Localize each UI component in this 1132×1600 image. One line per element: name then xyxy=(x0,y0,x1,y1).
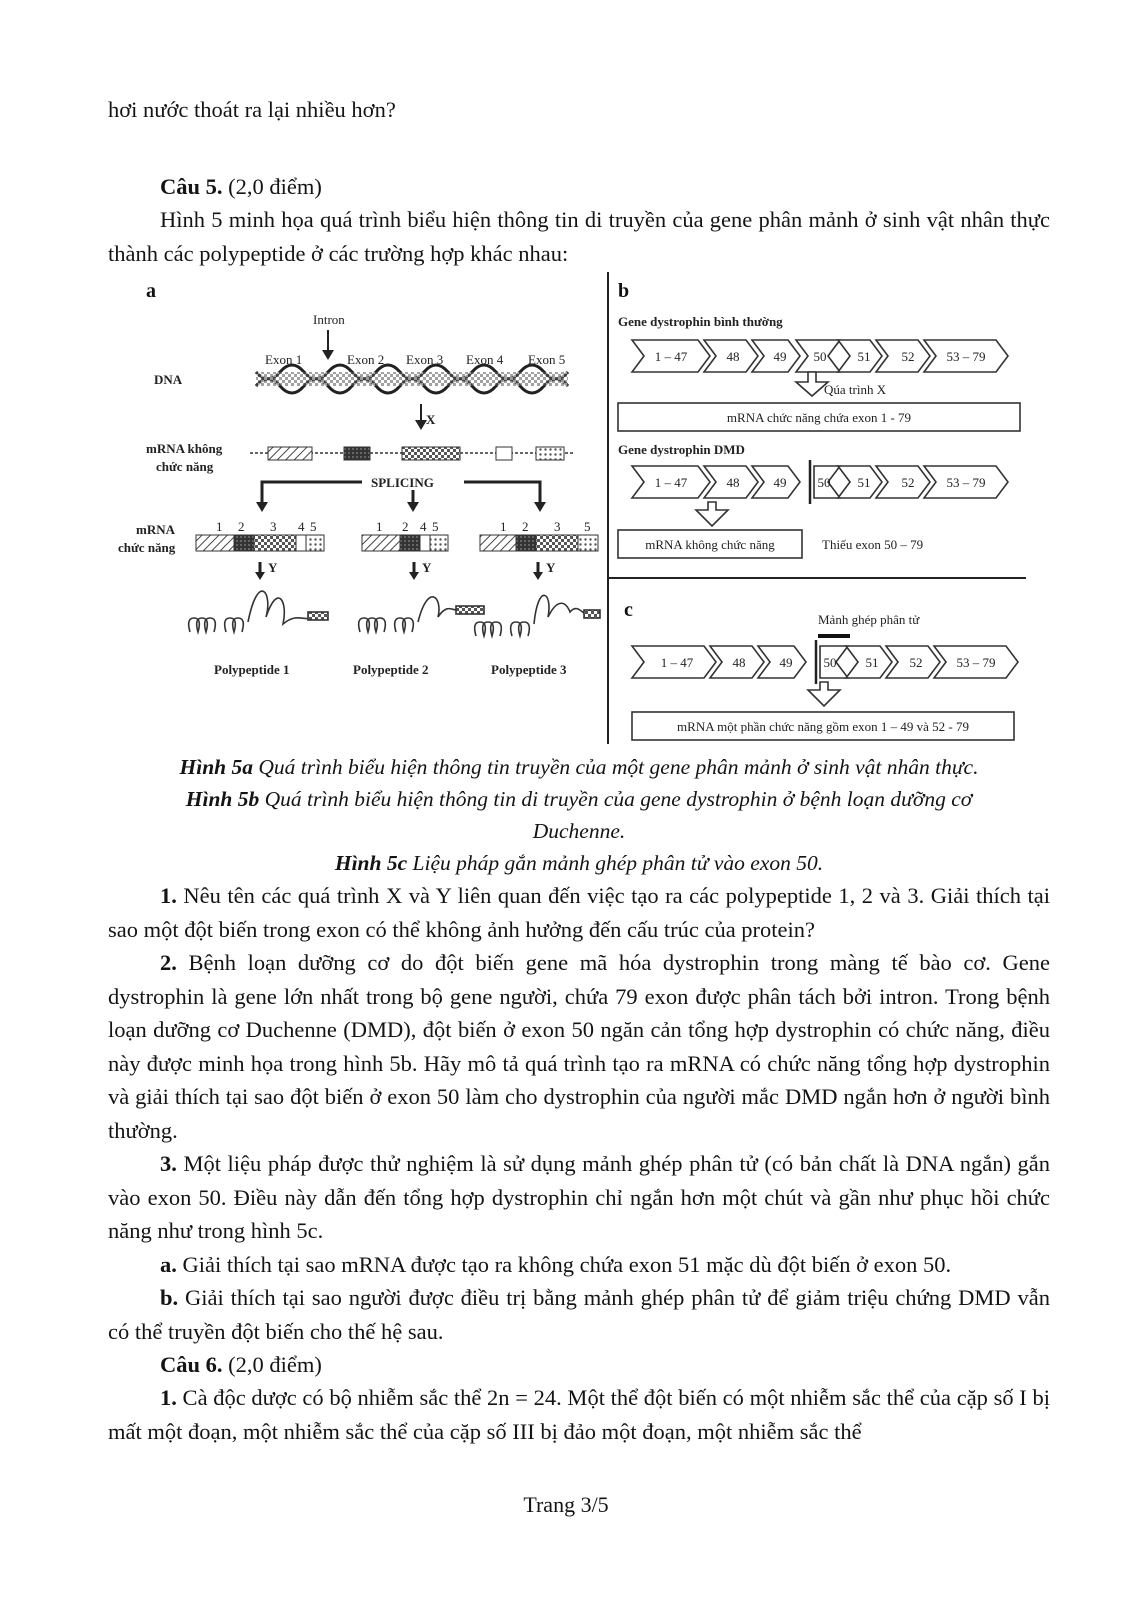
polypeptide-2-label: Polypeptide 2 xyxy=(353,662,429,677)
dmd-gene-row xyxy=(632,460,1008,504)
svg-text:1 – 47: 1 – 47 xyxy=(654,349,688,364)
svg-text:52: 52 xyxy=(901,349,915,364)
svg-text:1 – 47: 1 – 47 xyxy=(654,475,688,490)
svg-text:49: 49 xyxy=(779,655,793,670)
polypeptide-3-shape xyxy=(475,595,600,636)
svg-text:51: 51 xyxy=(857,475,871,490)
question-1: 1. Nêu tên các quá trình X và Y liên quan đến việc tạo ra các polypeptide 1, 2 và 3. Giải thích tại sao một đột biến trong exon có thể không ảnh hưởng đến cấu trúc của protein? xyxy=(108,883,1050,942)
treated-gene-row xyxy=(632,640,1018,684)
mrna-1 xyxy=(196,519,324,551)
figure-5 xyxy=(108,272,1050,750)
intro-line: hơi nước thoát ra lại nhiều hơn? xyxy=(108,97,396,122)
missing-exons-label: Thiếu exon 50 – 79 xyxy=(822,537,924,552)
polypeptide-1-label: Polypeptide 1 xyxy=(214,662,290,677)
question-3b: b. Giải thích tại sao người được điều trị bằng mảnh ghép phân tử để giảm triệu chứng DMD vẫn có thể truyền đột biến cho thế hệ sau. xyxy=(108,1285,1050,1344)
mrna-2 xyxy=(362,519,448,551)
exon-2-label: Exon 2 xyxy=(347,352,385,367)
svg-text:5: 5 xyxy=(584,519,591,534)
caption-5a-label: Hình 5a xyxy=(179,755,254,779)
panel-b xyxy=(618,280,1020,558)
exon-5-label: Exon 5 xyxy=(528,352,566,367)
svg-text:48: 48 xyxy=(726,349,740,364)
panel-c-label: c xyxy=(624,599,633,621)
caption-5b xyxy=(108,783,1050,815)
svg-text:52: 52 xyxy=(901,475,915,490)
question-2: 2. Bệnh loạn dưỡng cơ do đột biến gene mã hóa dystrophin trong màng tế bào cơ. Gene dystrophin là gene lớn nhất trong bộ gene người, chứa 79 exon được phân tách bởi intron. Trong bệnh loạn dưỡng cơ Duchenne (DMD), đột biến ở exon 50 ngăn cản tổng hợp dystrophin có chức năng, điều này được minh họa trong hình 5b. Hãy mô tả quá trình tạo ra mRNA có chức năng tổng hợp dystrophin và giải thích tại sao đột biến ở exon 50 làm cho dystrophin của người mắc DMD ngắn hơn ở người bình thường. xyxy=(108,950,1050,1143)
svg-text:3: 3 xyxy=(554,519,561,534)
panel-a-label: a xyxy=(146,280,156,302)
panel-b-label: b xyxy=(618,280,630,302)
cau6-question-1: 1. Cà độc dược có bộ nhiễm sắc thể 2n = 24. Một thể đột biến có một nhiễm sắc thể của cặp số I bị mất một đoạn, một nhiễm sắc thể của cặp số III bị đảo một đoạn, một nhiễm sắc thể xyxy=(108,1385,1050,1444)
svg-text:2: 2 xyxy=(402,519,409,534)
svg-text:Y: Y xyxy=(268,560,278,575)
splice-label: Mảnh ghép phân tử xyxy=(818,612,920,627)
mrna-3 xyxy=(480,519,598,551)
cau5-intro: Hình 5 minh họa quá trình biểu hiện thông tin di truyền của gene phân mảnh ở sinh vật nhân thực thành các polypeptide ở các trường hợp khác nhau: xyxy=(108,207,1050,266)
cau5-heading xyxy=(108,170,1050,204)
svg-text:52: 52 xyxy=(909,655,923,670)
treated-mrna-label: mRNA một phần chức năng gồm exon 1 – 49 và 52 - 79 xyxy=(677,719,969,734)
dna-label: DNA xyxy=(154,372,183,387)
svg-text:Y: Y xyxy=(422,560,432,575)
caption-5b-text: Quá trình biểu hiện thông tin di truyền của gene dystrophin ở bệnh loạn dưỡng cơ xyxy=(259,787,973,811)
caption-5c xyxy=(108,847,1050,879)
dmd-gene-title: Gene dystrophin DMD xyxy=(618,442,745,457)
caption-5a xyxy=(108,751,1050,783)
y-arrows xyxy=(255,560,556,580)
caption-5b-cont: Duchenne. xyxy=(532,819,626,843)
question-3: 3. Một liệu pháp được thử nghiệm là sử dụng mảnh ghép phân tử (có bản chất là DNA ngắn) gắn vào exon 50. Điều này dẫn đến tổng hợp dystrophin chỉ ngắn hơn một chút và gần như phục hồi chức năng như trong hình 5c. xyxy=(108,1151,1050,1243)
svg-text:50: 50 xyxy=(817,475,831,490)
svg-text:53 – 79: 53 – 79 xyxy=(946,349,986,364)
svg-text:4: 4 xyxy=(298,519,305,534)
svg-text:53 – 79: 53 – 79 xyxy=(956,655,996,670)
intron-label: Intron xyxy=(313,312,345,327)
normal-mrna-label: mRNA chức năng chứa exon 1 - 79 xyxy=(726,410,912,425)
svg-text:53 – 79: 53 – 79 xyxy=(946,475,986,490)
svg-text:2: 2 xyxy=(238,519,245,534)
cau6-heading xyxy=(108,1348,1050,1382)
process-x-label: Qúa trình X xyxy=(824,382,887,397)
dmd-mrna-label: mRNA không chức năng xyxy=(645,537,775,552)
panel-c xyxy=(624,599,1018,740)
splicing-label: SPLICING xyxy=(371,475,434,490)
exon-1-label: Exon 1 xyxy=(265,352,303,367)
x-label: X xyxy=(426,412,436,427)
svg-text:4: 4 xyxy=(420,519,427,534)
svg-text:49: 49 xyxy=(773,349,787,364)
cau6-points: (2,0 điểm) xyxy=(222,1352,322,1377)
svg-text:51: 51 xyxy=(857,349,871,364)
caption-5a-text: Quá trình biểu hiện thông tin truyền của một gene phân mảnh ở sinh vật nhân thực. xyxy=(253,755,979,779)
page-footer: Trang 3/5 xyxy=(523,1492,609,1517)
svg-text:1: 1 xyxy=(216,519,223,534)
svg-text:48: 48 xyxy=(726,475,740,490)
mrna-func-label-2: chức năng xyxy=(118,540,176,555)
svg-text:1: 1 xyxy=(376,519,383,534)
caption-5b-label: Hình 5b xyxy=(185,787,260,811)
mrna-nonfunc-label-1: mRNA không xyxy=(146,441,223,456)
mrna-func-label-1: mRNA xyxy=(136,522,175,537)
svg-text:3: 3 xyxy=(270,519,277,534)
question-3a: a. Giải thích tại sao mRNA được tạo ra không chứa exon 51 mặc dù đột biến ở exon 50. xyxy=(160,1252,952,1277)
svg-text:48: 48 xyxy=(732,655,746,670)
exon-3-label: Exon 3 xyxy=(406,352,444,367)
svg-text:1 – 47: 1 – 47 xyxy=(660,655,694,670)
panel-a xyxy=(118,280,600,677)
dna-helix xyxy=(256,365,568,393)
polypeptide-3-label: Polypeptide 3 xyxy=(491,662,567,677)
caption-5c-label: Hình 5c xyxy=(334,851,408,875)
svg-text:49: 49 xyxy=(773,475,787,490)
caption-5c-text: Liệu pháp gắn mảnh ghép phân tử vào exon 50. xyxy=(407,851,824,875)
svg-text:Y: Y xyxy=(546,560,556,575)
svg-text:5: 5 xyxy=(310,519,317,534)
svg-text:50: 50 xyxy=(813,349,827,364)
mrna-nonfunc-label-2: chức năng xyxy=(156,459,214,474)
exon-4-label: Exon 4 xyxy=(466,352,504,367)
cau5-label: Câu 5. xyxy=(160,174,223,199)
polypeptide-2-shape xyxy=(359,597,484,632)
svg-text:2: 2 xyxy=(522,519,529,534)
normal-gene-row xyxy=(632,340,1008,372)
normal-gene-title: Gene dystrophin bình thường xyxy=(618,314,783,329)
svg-text:50: 50 xyxy=(823,655,837,670)
svg-text:51: 51 xyxy=(865,655,879,670)
svg-text:1: 1 xyxy=(500,519,507,534)
cau6-label: Câu 6. xyxy=(160,1352,223,1377)
svg-text:5: 5 xyxy=(432,519,439,534)
polypeptide-1-shape xyxy=(189,591,328,632)
cau5-points: (2,0 điểm) xyxy=(222,174,322,199)
